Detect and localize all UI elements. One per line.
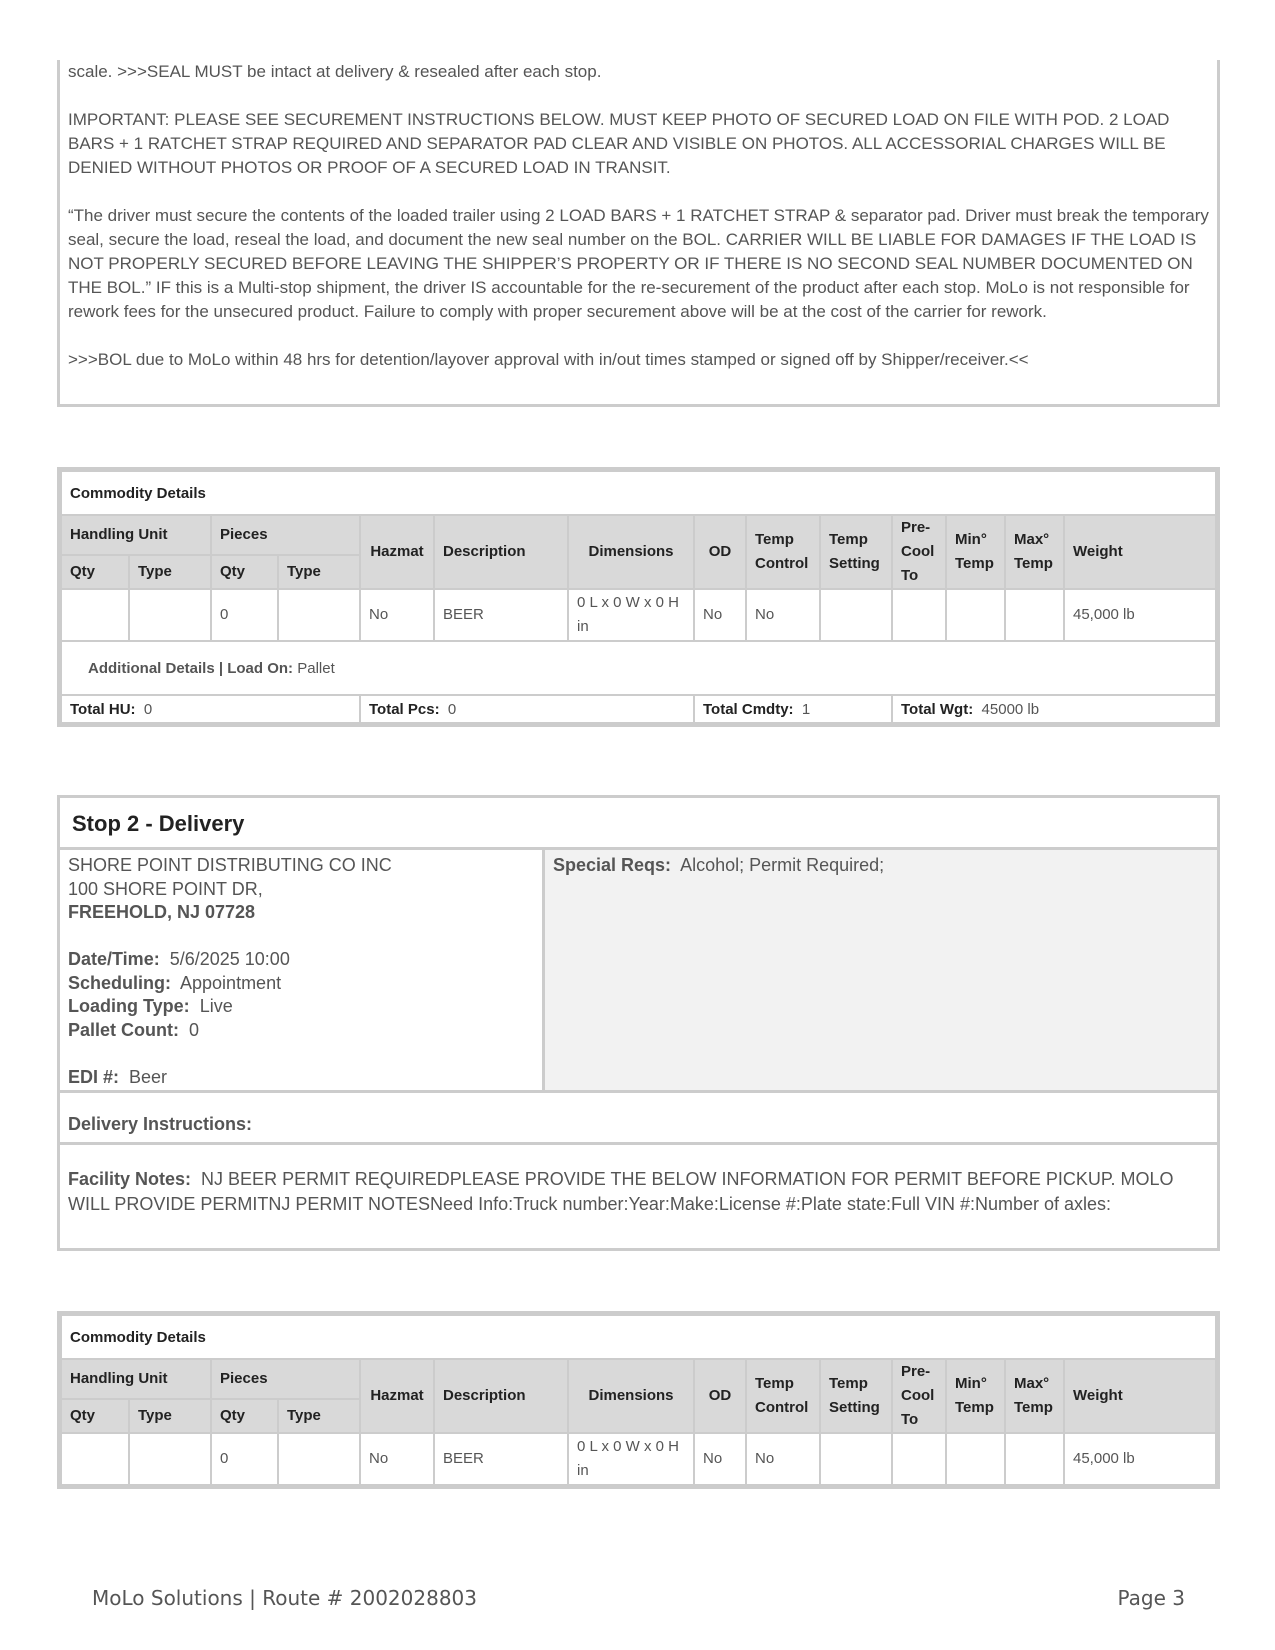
header-hu-qty: Qty [61,1399,129,1433]
cell-temp-control: No [746,589,820,641]
cell-dimensions: 0 L x 0 W x 0 H in [568,589,694,641]
load-instructions [57,60,1220,407]
header-pieces: Pieces [211,1359,360,1399]
table-row [61,589,1216,641]
header-dimensions: Dimensions [568,1359,694,1433]
cell-od: No [694,589,746,641]
stop-title: Stop 2 - Delivery [60,798,1217,850]
header-pre-cool-to: Pre-Cool To [892,515,946,589]
header-handling-unit: Handling Unit [61,1359,211,1399]
header-pre-cool-to: Pre-Cool To [892,1359,946,1433]
cell-temp-setting [820,589,892,641]
company-name: SHORE POINT DISTRIBUTING CO INC [68,855,392,875]
cell-pre-cool-to [892,1433,946,1485]
header-hu-type: Type [129,1399,211,1433]
cell-hu-type [129,589,211,641]
city-state-zip: FREEHOLD, NJ 07728 [68,902,256,922]
cell-dimensions: 0 L x 0 W x 0 H in [568,1433,694,1485]
securement-important-note: IMPORTANT: PLEASE SEE SECUREMENT INSTRUCTIONS BELOW. MUST KEEP PHOTO OF SECURED LOAD ON FILE WITH POD. 2 LOAD BARS + 1 RATCHET STRAP REQUIRED AND SEPARATOR PAD CLEAR AND VISIBLE ON PHOTOS. ALL ACCESSORIAL CHARGES WILL BE DENIED WITHOUT PHOTOS OR PROOF OF A SECURED LOAD IN TRANSIT. [68,110,1170,177]
header-hu-qty: Qty [61,555,129,589]
cell-description: BEER [434,589,568,641]
header-pcs-qty: Qty [211,1399,278,1433]
header-temp-control: Temp Control [746,1359,820,1433]
cell-description: BEER [434,1433,568,1485]
header-od: OD [694,1359,746,1433]
cell-hazmat: No [360,589,434,641]
header-dimensions: Dimensions [568,515,694,589]
header-pcs-type: Type [278,1399,360,1433]
header-temp-setting: Temp Setting [820,1359,892,1433]
commodity-details-stop-1 [57,467,1220,727]
date-time: Date/Time: 5/6/2025 10:00 [68,949,290,969]
header-temp-control: Temp Control [746,515,820,589]
bol-note: >>>BOL due to MoLo within 48 hrs for detention/layover approval with in/out times stamped or signed off by Shipper/receiver.<< [68,350,1029,369]
additional-details: Additional Details | Load On: Pallet [61,641,1216,695]
stop-address [60,850,545,1090]
cell-pcs-qty: 0 [211,1433,278,1485]
header-min-temp: Min° Temp [946,1359,1005,1433]
header-hazmat: Hazmat [360,1359,434,1433]
header-od: OD [694,515,746,589]
delivery-instructions-label: Delivery Instructions: [60,1093,1217,1145]
header-pcs-qty: Qty [211,555,278,589]
cell-temp-setting [820,1433,892,1485]
cell-pcs-type [278,589,360,641]
header-pcs-type: Type [278,555,360,589]
load-on-value: Pallet [297,659,335,677]
special-requirements [545,850,1217,1090]
scheduling: Scheduling: Appointment [68,972,282,993]
cell-pcs-qty: 0 [211,589,278,641]
cell-od: No [694,1433,746,1485]
header-weight: Weight [1064,515,1216,589]
cell-weight: 45,000 lb [1064,1433,1216,1485]
commodity-details-stop-2 [57,1311,1220,1489]
street-address: 100 SHORE POINT DR, [68,878,263,899]
commodity-title: Commodity Details [61,1315,1216,1359]
cell-pre-cool-to [892,589,946,641]
header-description: Description [434,515,568,589]
header-weight: Weight [1064,1359,1216,1433]
table-row [61,1433,1216,1485]
header-temp-setting: Temp Setting [820,515,892,589]
commodity-table [60,470,1217,724]
total-wgt: Total Wgt: 45000 lb [892,695,1216,723]
header-description: Description [434,1359,568,1433]
footer-route: MoLo Solutions | Route # 2002028803 [92,1586,477,1610]
cell-min-temp [946,589,1005,641]
pallet-count: Pallet Count: 0 [68,1019,200,1040]
special-reqs-value: Alcohol; Permit Required; [680,855,885,875]
securement-driver-note: “The driver must secure the contents of the loaded trailer using 2 LOAD BARS + 1 RATCHET STRAP & separator pad. Driver must break the temporary seal, secure the load, reseal the load, and document the new seal number on the BOL. CARRIER WILL BE LIABLE FOR DAMAGES IF THE LOAD IS NOT PROPERLY SECURED BEFORE LEAVING THE SHIPPER’S PROPERTY OR IF THERE IS NO SECOND SEAL NUMBER DOCUMENTED ON THE BOL.” IF this is a Multi-stop shipment, the driver IS accountable for the re-securement of the product after each stop. MoLo is not responsible for rework fees for the unsecured product. Failure to comply with proper securement above will be at the cost of the carrier for rework. [68,206,1209,321]
cell-weight: 45,000 lb [1064,589,1216,641]
header-hu-type: Type [129,555,211,589]
total-cmdty: Total Cmdty: 1 [694,695,892,723]
header-hazmat: Hazmat [360,515,434,589]
load-on-label: Load On: [227,659,294,677]
facility-notes-label: Facility Notes: [68,1169,192,1189]
stop-2-delivery [57,795,1220,1251]
facility-notes-value: NJ BEER PERMIT REQUIREDPLEASE PROVIDE THE BELOW INFORMATION FOR PERMIT BEFORE PICKUP. MOLO WILL PROVIDE PERMITNJ PERMIT NOTESNeed Info:Truck number:Year:Make:License #:Plate state:Full VIN #:Number of axles: [68,1169,1174,1214]
cell-hu-qty [61,589,129,641]
additional-details-label: Additional Details [88,659,215,677]
cell-pcs-type [278,1433,360,1485]
loading-type: Loading Type: Live [68,996,233,1016]
cell-hu-qty [61,1433,129,1485]
special-reqs-label: Special Reqs: [553,855,672,875]
cell-hazmat: No [360,1433,434,1485]
header-max-temp: Max° Temp [1005,1359,1064,1433]
header-handling-unit: Handling Unit [61,515,211,555]
commodity-title: Commodity Details [61,471,1216,515]
commodity-table [60,1314,1217,1486]
cell-min-temp [946,1433,1005,1485]
header-pieces: Pieces [211,515,360,555]
total-pcs: Total Pcs: 0 [360,695,694,723]
header-max-temp: Max° Temp [1005,515,1064,589]
totals-row [61,695,1216,723]
seal-note: scale. >>>SEAL MUST be intact at delivery & resealed after each stop. [68,62,602,81]
total-hu: Total HU: 0 [61,695,360,723]
footer-page-number: Page 3 [1117,1586,1185,1610]
header-min-temp: Min° Temp [946,515,1005,589]
edi-number: EDI #: Beer [68,1066,168,1087]
cell-max-temp [1005,1433,1064,1485]
cell-temp-control: No [746,1433,820,1485]
cell-hu-type [129,1433,211,1485]
cell-max-temp [1005,589,1064,641]
facility-notes [60,1145,1217,1216]
